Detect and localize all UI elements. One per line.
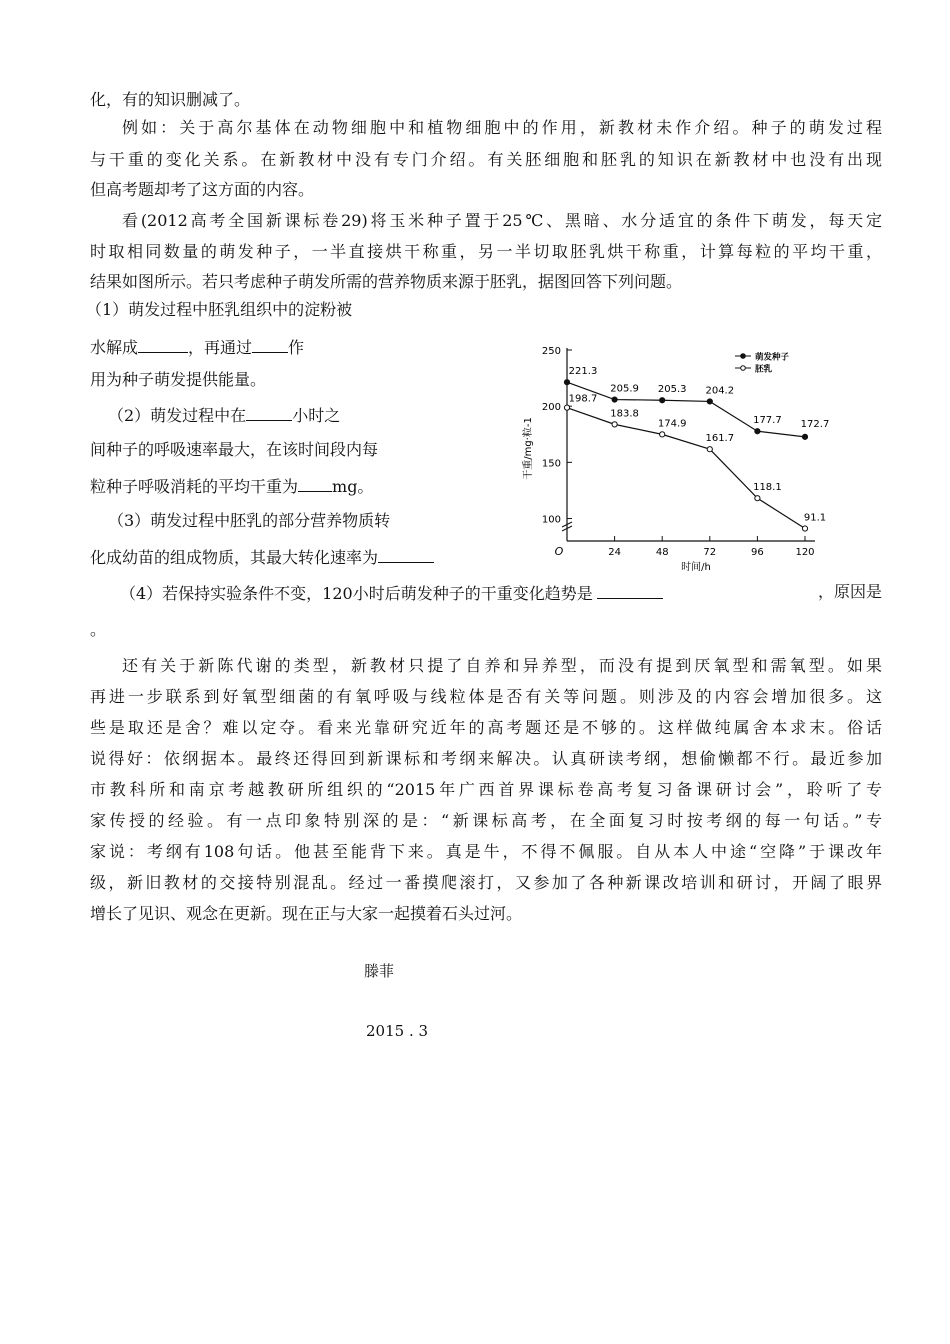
x-tick-label: 72 [703,547,717,558]
data-point [564,380,569,385]
data-point [755,429,760,434]
x-tick-label: 24 [608,547,621,558]
question-3-line: （3）萌发过程中胚乳的部分营养物质转 [108,511,391,530]
x-axis-label: 时间/h [681,562,711,573]
data-label: 205.9 [610,383,639,395]
data-label: 177.7 [753,415,782,427]
data-point [564,405,569,410]
y-tick-label: 100 [541,514,561,526]
data-label: 161.7 [705,433,735,445]
paragraph-line: 些是取还是舍？难以定夺。看来光靠研究近年的高考题还是不够的。这样做纯属舍本求末。俗话 [90,718,882,737]
text: mg。 [332,477,374,496]
paragraph-line: 与干重的变化关系。在新教材中没有专门介绍。有关胚细胞和胚乳的知识在新教材中也没有出现 [90,150,882,169]
question-1-line [90,336,304,358]
answer-blank[interactable] [246,404,292,421]
legend-marker [741,354,746,359]
data-label: 183.8 [610,408,639,420]
answer-blank[interactable] [378,546,434,563]
paragraph-line: 但高考题却考了这方面的内容。 [90,180,315,199]
paragraph-line: 再进一步联系到好氧型细菌的有氧呼吸与线粒体是否有关等问题。则涉及的内容会增加很多。这 [90,687,882,706]
data-label: 204.2 [705,385,735,397]
data-label: 198.7 [568,393,598,405]
legend-label: 胚乳 [755,364,773,375]
x-tick-label: 96 [751,547,764,558]
paragraph-line: 增长了见识、观念在更新。现在正与大家一起摸着石头过河。 [90,904,523,923]
data-point [707,447,712,452]
data-point [612,422,617,427]
data-point [707,399,712,404]
paragraph-line: 市教科所和南京考越教研所组织的“2015年广西首界课标卷高考复习备课研讨会”，聆听了专 [90,780,882,799]
x-tick-label: 120 [795,547,815,558]
text: 水解成 [90,338,139,357]
question-3-line [90,546,434,568]
text: 作 [288,338,305,357]
x-tick-label: 48 [655,547,669,558]
data-label: 221.3 [568,366,598,378]
question-2-line [108,404,340,426]
text: 粒种子呼吸消耗的平均干重为 [90,477,299,496]
answer-blank[interactable] [138,336,188,353]
data-point [802,526,807,531]
paragraph-line: 时取相同数量的萌发种子，一半直接烘干称重，另一半切取胚乳烘干称重，计算每粒的平均干重， [90,242,882,261]
data-point [802,434,807,439]
legend-label: 萌发种子 [755,352,790,363]
data-label: 174.9 [657,418,687,430]
paragraph-line: 化，有的知识删减了。 [90,90,251,109]
answer-blank[interactable] [298,475,332,492]
text: ，再通过 [188,338,253,357]
question-2-line: 间种子的呼吸速率最大，在该时间段内每 [90,440,379,459]
answer-blank[interactable] [252,336,288,353]
question-1-line: 用为种子萌发提供能量。 [90,370,267,389]
paragraph-line: 级，新旧教材的交接特别混乱。经过一番摸爬滚打，又参加了各种新课改培训和研讨，开阔了眼界 [90,873,882,892]
question-4-line: 。 [90,620,107,639]
paragraph-line: 结果如图所示。若只考虑种子萌发所需的营养物质来源于胚乳，据图回答下列问题。 [90,272,683,291]
y-tick-label: 200 [541,402,561,414]
text: ，原因是 [817,582,882,601]
question-2-line [90,475,373,497]
text: 小时之 [292,406,341,425]
origin-label: O [554,545,564,558]
signature-date: 2015 . 3 [366,1022,429,1040]
y-tick-label: 250 [541,346,561,357]
data-point [755,496,760,501]
answer-blank[interactable] [597,582,663,599]
data-point [612,397,617,402]
dry-weight-chart [515,338,845,574]
data-label: 172.7 [800,418,830,430]
signature-author: 滕菲 [364,962,395,980]
chart-svg [515,338,845,574]
legend-marker [741,366,746,371]
data-point [660,432,665,437]
paragraph-line: 说得好：依纲据本。最终还得回到新课标和考纲来解决。认真研读考纲，想偷懒都不行。最近参加 [90,749,882,768]
paragraph-line: 例如：关于高尔基体在动物细胞中和植物细胞中的作用，新教材未作介绍。种子的萌发过程 [122,118,882,137]
data-label: 205.3 [657,384,687,396]
paragraph-line: 还有关于新陈代谢的类型，新教材只提了自养和异养型，而没有提到厌氧型和需氧型。如果 [122,656,882,675]
question-1-line: （1）萌发过程中胚乳组织中的淀粉被 [86,300,353,319]
text: （4）若保持实验条件不变，120小时后萌发种子的干重变化趋势是 [120,584,593,603]
data-point [660,398,665,403]
question-4-line [120,582,882,604]
y-tick-label: 150 [541,458,561,470]
paragraph-line: 家传授的经验。有一点印象特别深的是：“新课标高考，在全面复习时按考纲的每一句话。”专 [90,811,882,830]
data-label: 91.1 [803,512,827,524]
data-label: 118.1 [753,482,782,494]
paragraph-line: 家说：考纲有108句话。他甚至能背下来。真是牛，不得不佩服。自从本人中途“空降”于课改年 [90,842,882,861]
y-axis-label: 干重/mg·粒-1 [523,417,534,480]
text: 化成幼苗的组成物质，其最大转化速率为 [90,548,379,567]
paragraph-line: 看(2012高考全国新课标卷29)将玉米种子置于25℃、黑暗、水分适宜的条件下萌发，每天定 [122,211,882,230]
text: （2）萌发过程中在 [108,406,247,425]
